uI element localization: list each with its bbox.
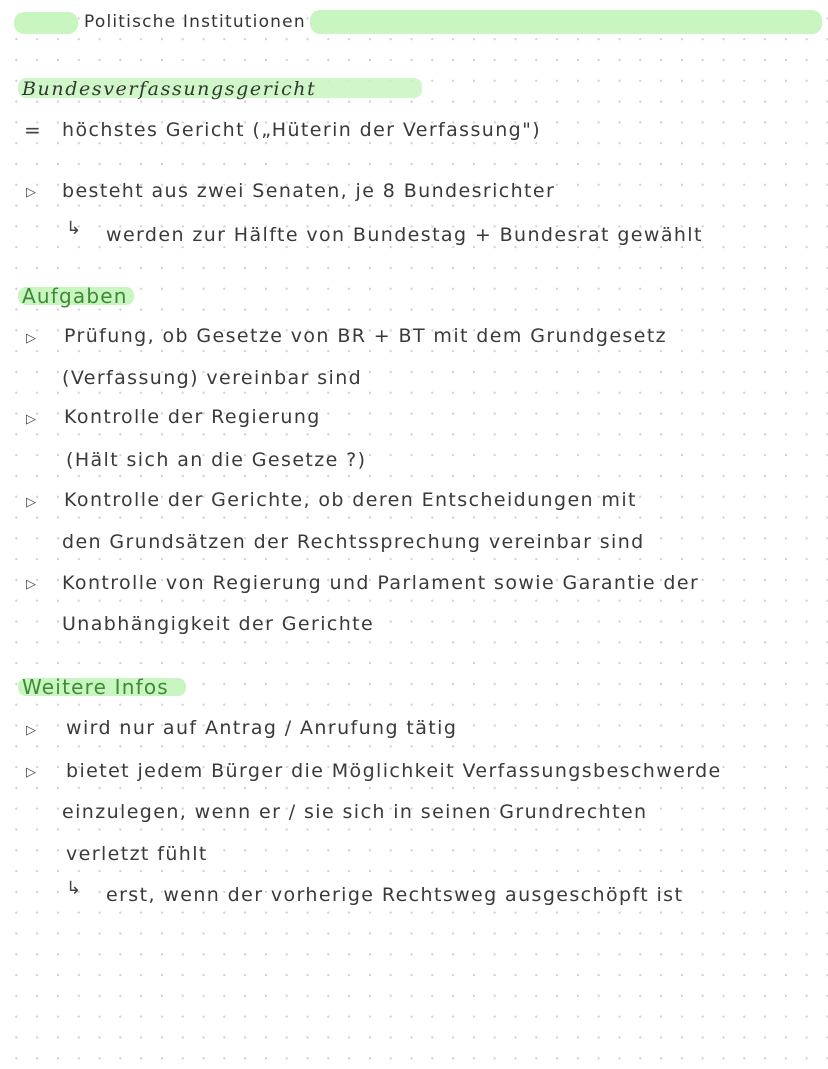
structure-sub-text: werden zur Hälfte von Bundestag + Bundesrat gewählt [106,224,703,246]
aufgabe-4-line-1: Kontrolle von Regierung und Parlament sowie Garantie der [62,572,700,594]
aufgaben-heading: Aufgaben [22,284,128,308]
sub-arrow-icon: ↳ [66,218,82,239]
aufgabe-3-line-2: den Grundsätzen der Rechtssprechung vereinbar sind [62,531,645,553]
bullet-triangle-icon: ▷ [26,331,36,346]
bullet-triangle-icon: ▷ [26,495,36,510]
section-title: Bundesverfassungsgericht [22,78,317,100]
page-title: Politische Institutionen [84,12,306,32]
bullet-triangle-icon: ▷ [26,185,36,200]
equals-symbol: = [24,118,41,142]
infos-heading: Weitere Infos [22,675,169,699]
sub-arrow-icon: ↳ [66,878,82,899]
aufgabe-4-line-2: Unabhängigkeit der Gerichte [62,613,375,635]
info-sub-text: erst, wenn der vorherige Rechtsweg ausgeschöpft ist [106,884,684,906]
aufgabe-3-line-1: Kontrolle der Gerichte, ob deren Entscheidungen mit [64,489,637,511]
info-2-line-1: bietet jedem Bürger die Möglichkeit Verfassungsbeschwerde [66,760,722,782]
aufgabe-2-line-1: Kontrolle der Regierung [64,406,321,428]
header-highlight-right [310,10,822,34]
info-1-line-1: wird nur auf Antrag / Anrufung tätig [66,717,458,739]
aufgabe-1-line-2: (Verfassung) vereinbar sind [62,367,363,389]
bullet-triangle-icon: ▷ [26,765,36,780]
bullet-triangle-icon: ▷ [26,723,36,738]
aufgabe-2-line-2: (Hält sich an die Gesetze ?) [66,449,367,471]
header-highlight-left [14,12,78,34]
definition-text: höchstes Gericht („Hüterin der Verfassung") [62,119,542,141]
structure-text: besteht aus zwei Senaten, je 8 Bundesrichter [62,180,556,202]
bullet-triangle-icon: ▷ [26,577,36,592]
info-2-line-3: verletzt fühlt [66,843,208,865]
bullet-triangle-icon: ▷ [26,412,36,427]
info-2-line-2: einzulegen, wenn er / sie sich in seinen Grundrechten [62,801,648,823]
aufgabe-1-line-1: Prüfung, ob Gesetze von BR + BT mit dem Grundgesetz [64,325,668,347]
